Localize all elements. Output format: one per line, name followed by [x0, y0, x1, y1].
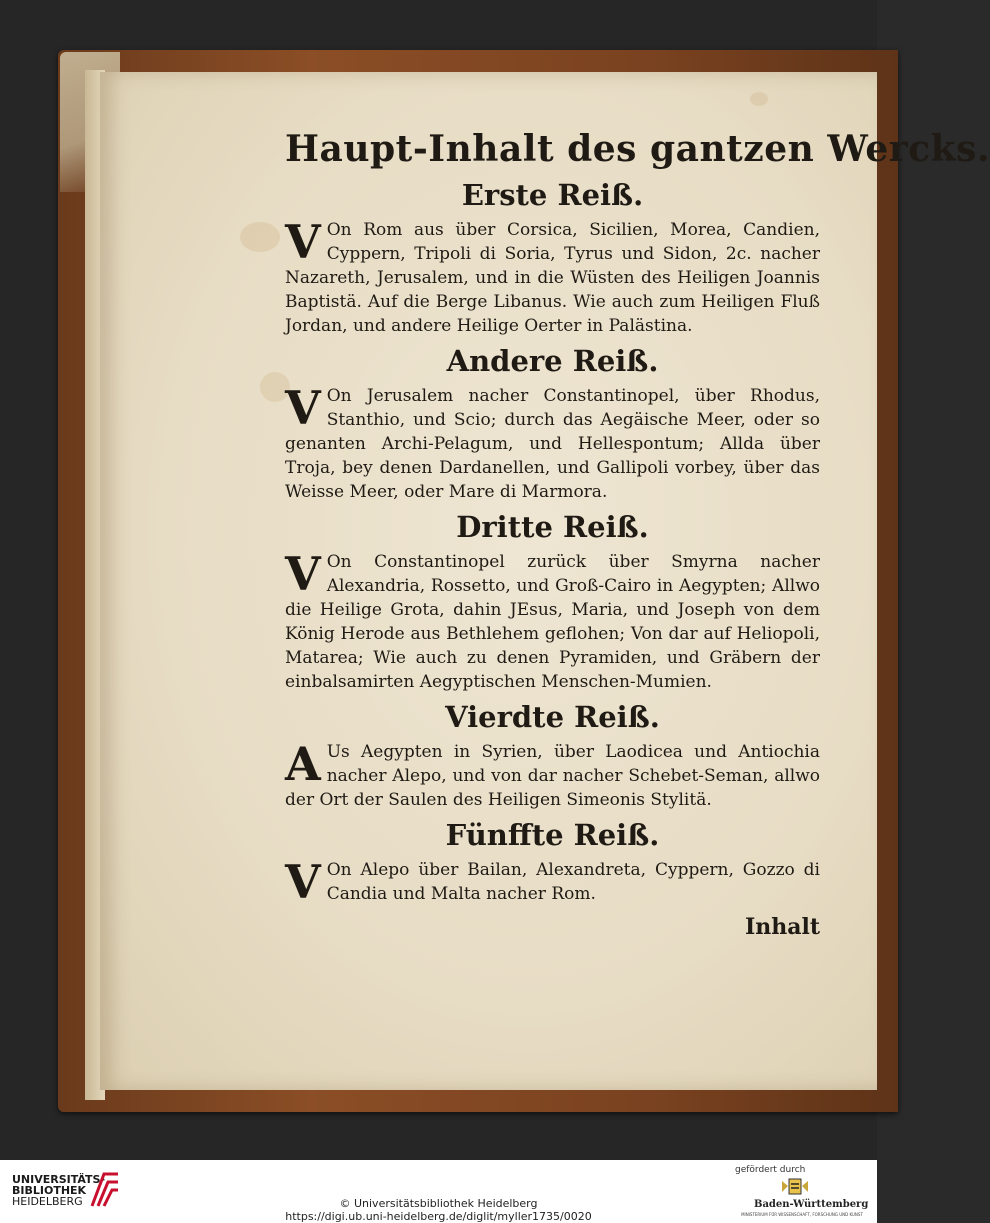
section-title: Erste Reiß.: [461, 178, 644, 212]
initial-letter: V: [285, 547, 321, 601]
paragraph-text: On Jerusalem nacher Constantinopel, über Rhodus, Stanthio, und Scio; durch das Aegäische Meer, oder so genanten Archi-Pelagum, und Hellespontum; Allda über Troja, bey denen Dardanellen, und Gallipoli vorbey, über das Weisse Meer, oder Mare di Marmora.: [285, 386, 820, 502]
paper-stain: [240, 222, 280, 252]
paper-stain: [750, 92, 768, 106]
funder-name: Baden-Württemberg: [754, 1199, 869, 1210]
section-title: Dritte Reiß.: [456, 510, 649, 544]
initial-letter: A: [285, 737, 321, 791]
library-name-line1: UNIVERSITÄTS-: [12, 1173, 106, 1186]
section-paragraph: [285, 737, 820, 812]
catchword: Inhalt: [744, 914, 820, 940]
state-crest-icon: [780, 1176, 810, 1198]
funded-by-label: gefördert durch: [735, 1165, 806, 1175]
paragraph-text: On Alepo über Bailan, Alexandreta, Cyppern, Gozzo di Candia und Malta nacher Rom.: [326, 860, 820, 904]
paragraph-text: On Rom aus über Corsica, Sicilien, Morea, Candien, Cyppern, Tripoli di Soria, Tyrus und Sidon, 2c. nacher Nazareth, Jerusalem, und in die Wüsten des Heiligen Joannis Baptistä. Auf die Berge Libanus. Wie auch zum Heiligen Fluß Jordan, und andere Heilige Oerter in Palästina.: [285, 220, 820, 336]
paragraph-text: On Constantinopel zurück über Smyrna nacher Alexandria, Rossetto, und Groß-Cairo in Aegypten; Allwo die Heilige Grota, dahin JEsus, Maria, und Joseph von dem König Herode aus Bethlehem geflohen; Von dar auf Heliopoli, Matarea; Wie auch zu denen Pyramiden, und Gräbern der einbalsamirten Aegyptischen Menschen-Mumien.: [285, 552, 820, 692]
section-title: Fünffte Reiß.: [445, 818, 660, 852]
initial-letter: V: [285, 381, 321, 435]
copyright-notice: © Universitätsbibliothek Heidelberg: [339, 1197, 538, 1210]
permalink-url[interactable]: https://digi.ub.uni-heidelberg.de/diglit/myller1735/0020: [285, 1210, 592, 1223]
library-name-line3: HEIDELBERG: [12, 1195, 83, 1208]
section-paragraph: [285, 855, 820, 909]
section-paragraph: [285, 381, 820, 504]
paragraph-text: Us Aegypten in Syrien, über Laodicea und Antiochia nacher Alepo, und von dar nacher Schebet-Seman, allwo der Ort der Saulen des Heiligen Simeonis Stylitä.: [285, 742, 820, 810]
page-title: Haupt-Inhalt des gantzen Wercks.: [285, 128, 990, 170]
section-paragraph: [285, 547, 820, 694]
section-title: Andere Reiß.: [446, 344, 659, 378]
page-text: [285, 128, 990, 940]
section-paragraph: [285, 215, 820, 338]
initial-letter: V: [285, 215, 321, 269]
library-name-line2: BIBLIOTHEK: [12, 1184, 87, 1197]
initial-letter: V: [285, 855, 321, 909]
section-title: Vierdte Reiß.: [445, 700, 660, 734]
viewer-footer: [0, 1160, 877, 1223]
funder-ministry: MINISTERIUM FÜR WISSENSCHAFT, FORSCHUNG UND KUNST: [741, 1212, 863, 1217]
